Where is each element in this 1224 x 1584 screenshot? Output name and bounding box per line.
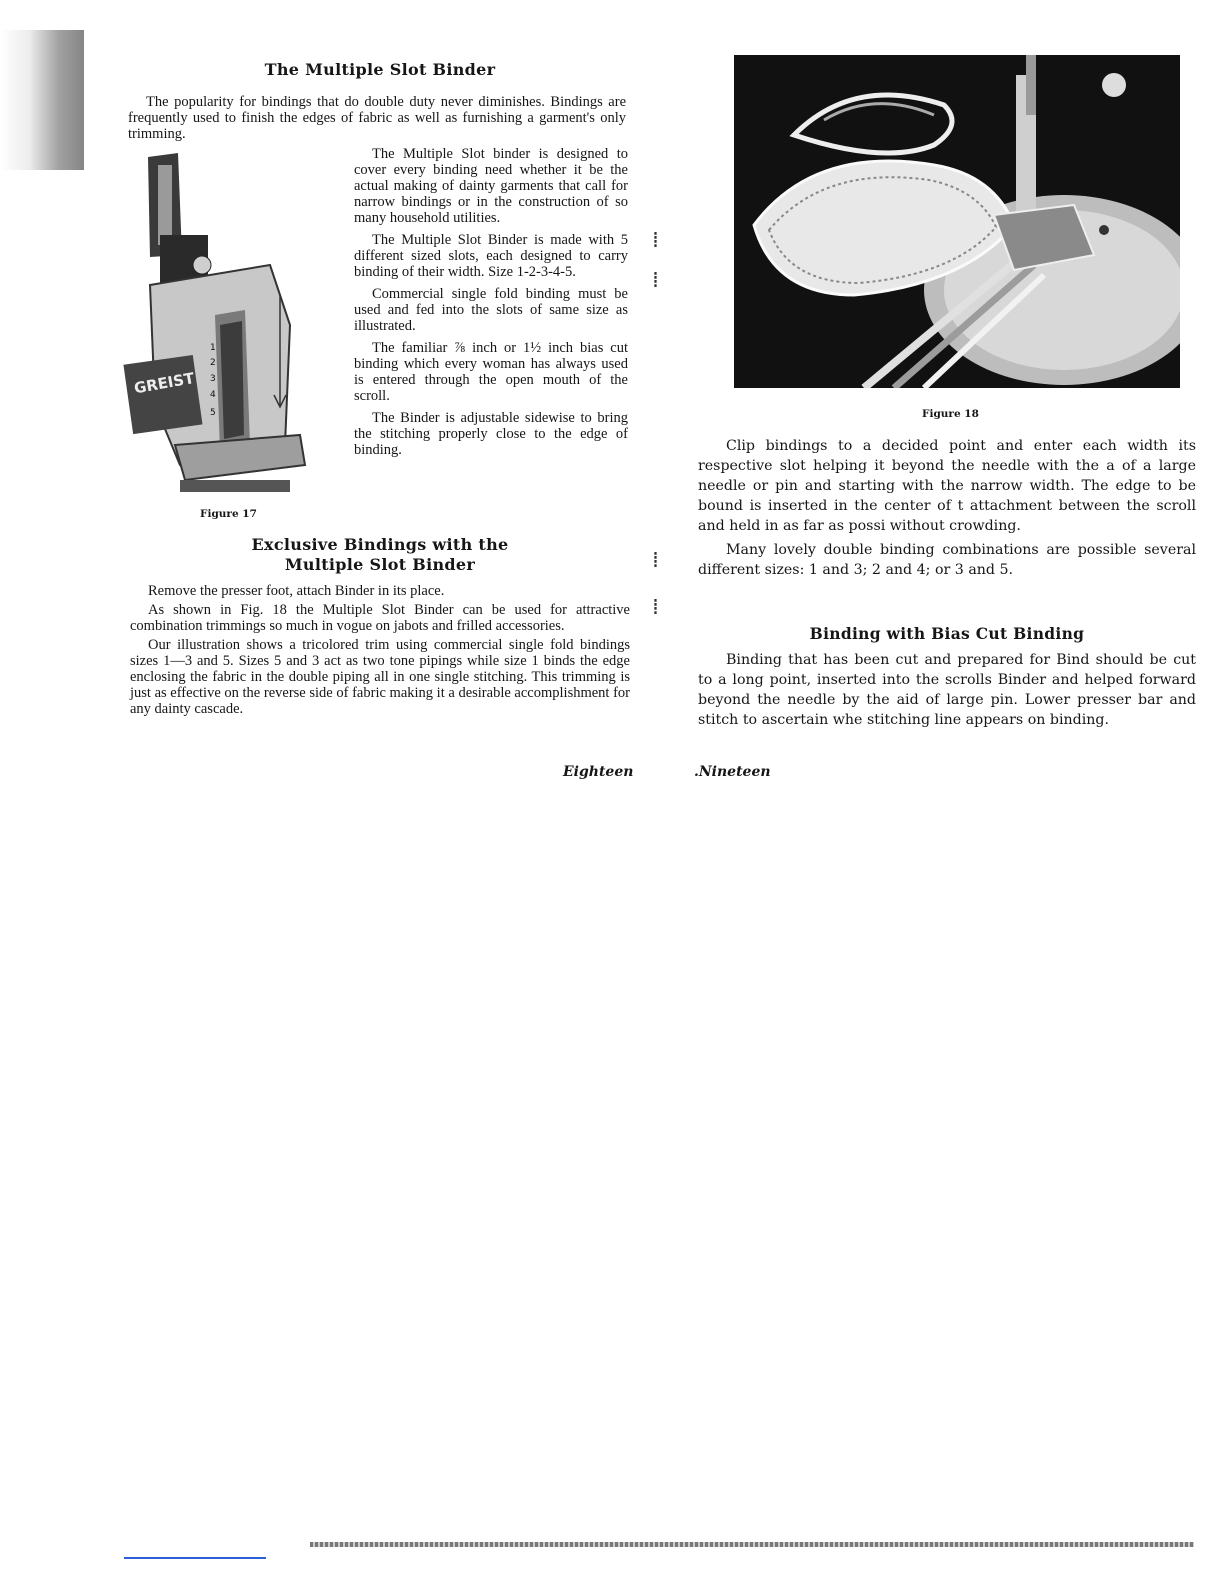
binder-in-use-photo — [734, 55, 1180, 388]
side-paragraph: The familiar ⅞ inch or 1½ inch bias cut binding which every woman has always used is entered through the open mouth of the scroll. — [354, 340, 628, 404]
side-paragraph: The Multiple Slot Binder is made with 5 different sized slots, each designed to carry binding of their width. Size 1-2-3-4-5. — [354, 232, 628, 280]
body-paragraph: As shown in Fig. 18 the Multiple Slot Binder can be used for attractive combination trimmings so much in vogue on jabots and frilled accessories. — [130, 602, 630, 634]
blue-underline — [124, 1557, 266, 1559]
intro-paragraph: The popularity for bindings that do double duty never diminishes. Bindings are frequently used to finish the edges of fabric as well as furnishing a garment's only trimming. — [128, 94, 626, 142]
margin-mark: ⁞ — [652, 548, 659, 573]
scan-bottom-edge — [310, 1542, 1194, 1547]
slot-number: 1 — [210, 343, 216, 353]
body-text-column — [130, 583, 630, 717]
binder-attachment-figure — [120, 145, 320, 505]
slot-number: 5 — [210, 408, 216, 418]
figure-18-caption: Figure 18 — [922, 408, 979, 420]
right-paragraph: Clip bindings to a decided point and enter each width its respective slot helping it beyond the needle with the a of a large needle or pin and starting with the narrow width. The edge to be bound is inserted in the center of t attachment between the scroll and held in as far as possi without crowding. — [698, 438, 1196, 534]
section-title: Binding with Bias Cut Binding — [809, 624, 1085, 643]
slot-number: 4 — [210, 390, 216, 400]
slot-number: 3 — [210, 374, 216, 384]
right-section-paragraph: Binding that has been cut and prepared for Bind should be cut to a long point, inserted into the scrolls Binder and helped forward beyond the needle by the aid of large pin. Lower presser bar and stitch to ascertain whe stitching line appears on binding. — [698, 652, 1196, 728]
right-text-column — [698, 436, 1196, 580]
side-text-column — [354, 146, 628, 458]
page-number: Eighteen — [563, 764, 634, 780]
right-paragraph: Many lovely double binding combinations are possible several different sizes: 1 and 3; 2 and 4; or 3 and 5. — [698, 542, 1196, 578]
side-paragraph: The Binder is adjustable sidewise to bring the stitching properly close to the edge of binding. — [354, 410, 628, 458]
body-paragraph: Our illustration shows a tricolored trim using commercial single fold bindings sizes 1—3 and 5. Sizes 5 and 3 act as two tone pipings while size 1 binds the edge enclosing the fabric in the double piping all in one single stitching. This trimming is just as effective on the reverse side of fabric making it a desirable accomplishment for any dainty cascade. — [130, 637, 630, 717]
slot-number: 2 — [210, 358, 216, 368]
margin-mark: ⁞ — [652, 228, 659, 253]
scan-edge-shadow — [0, 30, 84, 170]
page-title: The Multiple Slot Binder — [264, 60, 496, 79]
margin-mark: ⁞ — [652, 268, 659, 293]
margin-mark: ⁞ — [652, 595, 659, 620]
figure-17-caption: Figure 17 — [200, 508, 257, 520]
side-paragraph: The Multiple Slot binder is designed to cover every binding need whether it be the actual making of dainty garments that call for narrow bindings or in the construction of so many household utilities. — [354, 146, 628, 226]
section-title: Exclusive Bindings with the — [251, 535, 509, 554]
body-paragraph: Remove the presser foot, attach Binder in its place. — [148, 583, 445, 599]
brand-label: GREIST — [132, 369, 196, 398]
side-paragraph: Commercial single fold binding must be used and fed into the slots of same size as illustrated. — [354, 286, 628, 334]
section-title: Multiple Slot Binder — [284, 555, 476, 574]
page-number: .Nineteen — [694, 764, 771, 780]
